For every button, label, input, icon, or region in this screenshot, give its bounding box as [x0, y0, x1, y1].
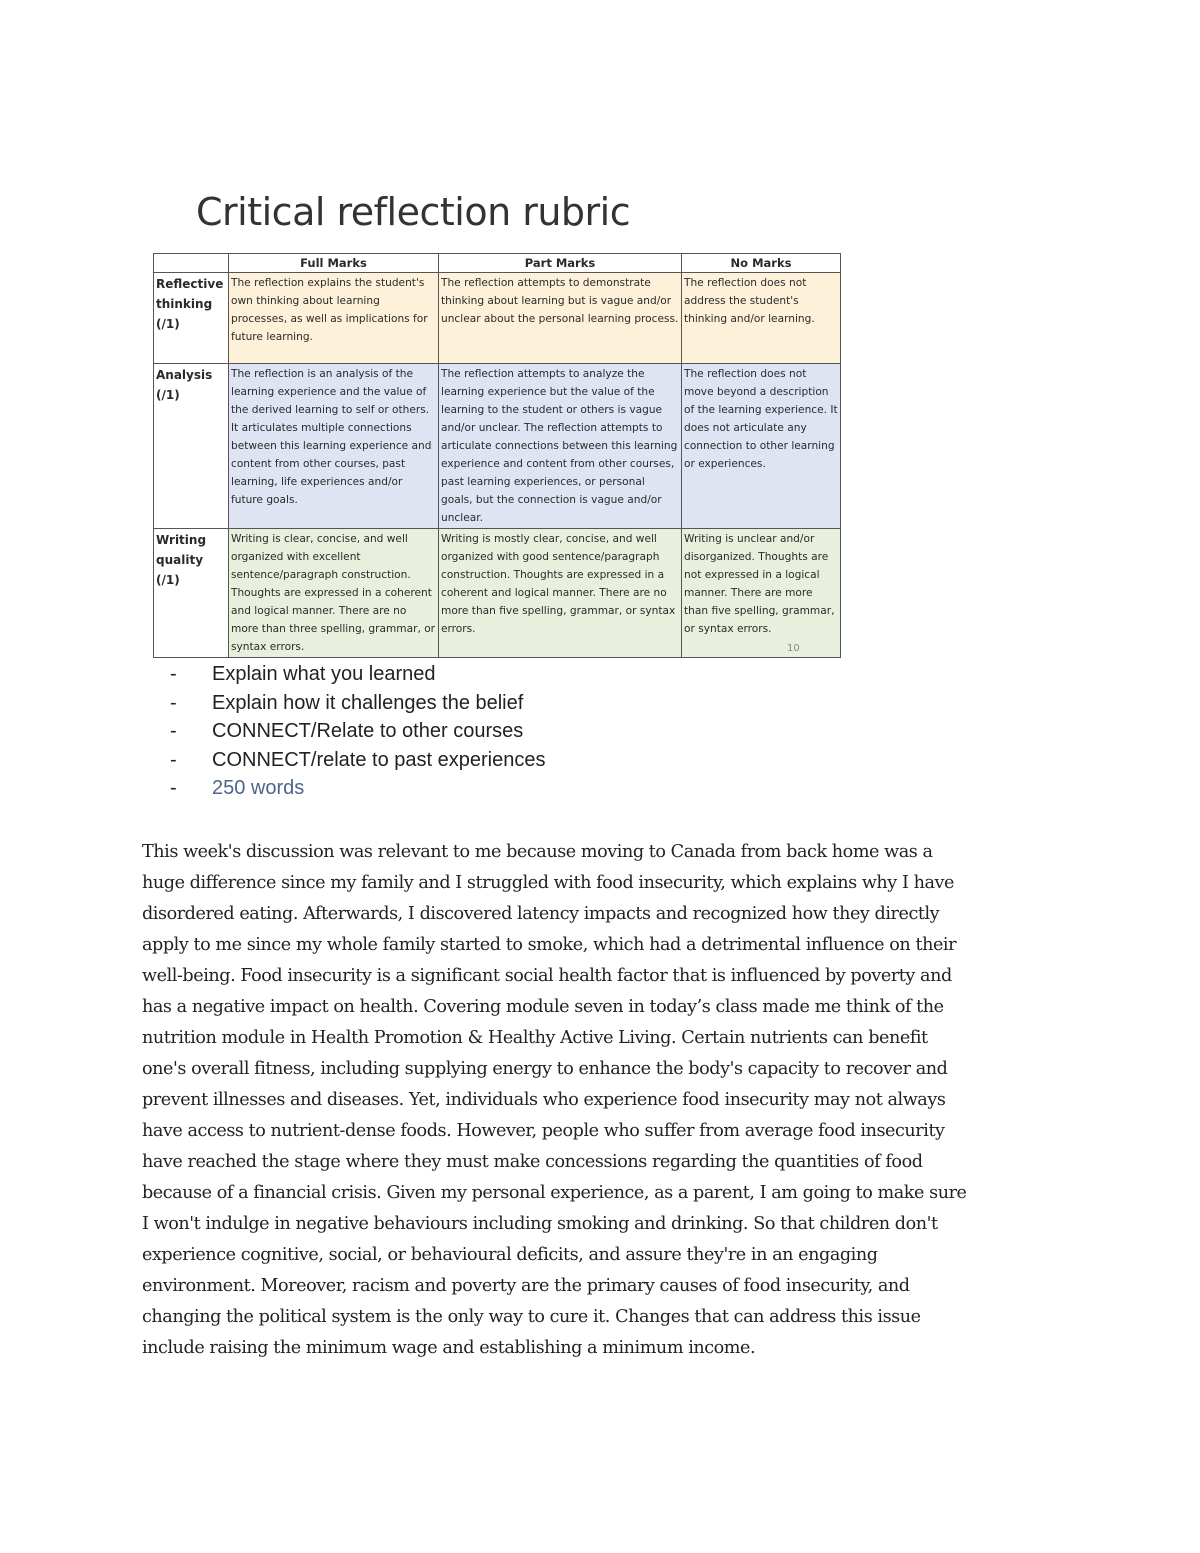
bullet-dash: -: [170, 720, 177, 742]
paragraph-line: nutrition module in Health Promotion & Healthy Active Living. Certain nutrients can benefit: [142, 1028, 928, 1048]
criterion-label: Writing: [156, 533, 207, 547]
rubric-table: [153, 253, 841, 658]
list-item: [170, 689, 545, 718]
reflection-paragraph: [142, 837, 1072, 1364]
word-count-text: 250 words: [212, 777, 305, 799]
list-item-text: Explain how it challenges the belief: [212, 691, 524, 714]
rubric-header-row: [154, 254, 841, 273]
rubric-row-analysis: [154, 364, 841, 529]
full-marks-cell: Writing is clear, concise, and well organized with excellent sentence/paragraph construction. Thoughts are expressed in a coherent and logical manner. There are no more than three spelling, grammar, or syntax errors.: [229, 529, 439, 658]
list-item: [170, 660, 545, 689]
instruction-list: [170, 660, 545, 803]
paragraph-line: I won't indulge in negative behaviours including smoking and drinking. So that children don't: [142, 1214, 938, 1234]
paragraph-line: has a negative impact on health. Covering module seven in today’s class made me think of the: [142, 997, 944, 1017]
bullet-dash: -: [170, 663, 177, 685]
rubric-title: Critical reflection rubric: [196, 190, 631, 234]
full-marks-cell: The reflection explains the student's own thinking about learning processes, as well as implications for future learning.: [229, 273, 439, 364]
paragraph-line: changing the political system is the only way to cure it. Changes that can address this issue: [142, 1307, 921, 1327]
criterion-label: thinking: [156, 297, 213, 311]
criterion-score: (/1): [156, 317, 180, 331]
no-marks-cell: The reflection does not address the student's thinking and/or learning.: [682, 273, 841, 364]
full-marks-cell: The reflection is an analysis of the learning experience and the value of the derived learning to self or others. It articulates multiple connections between this learning experience and content from other courses, past learning, life experiences and/or future goals.: [229, 364, 439, 529]
paragraph-line: have reached the stage where they must make concessions regarding the quantities of food: [142, 1152, 923, 1172]
part-marks-cell: Writing is mostly clear, concise, and well organized with good sentence/paragraph construction. Thoughts are expressed in a coherent and logical manner. There are no more than five spelling, grammar, or syntax errors.: [439, 529, 682, 658]
criterion-label: Analysis: [156, 368, 213, 382]
paragraph-line: one's overall fitness, including supplying energy to enhance the body's capacity to recover and: [142, 1059, 948, 1079]
rubric-header-blank: [154, 254, 229, 273]
list-item-word-count: [170, 774, 545, 803]
paragraph-line: because of a financial crisis. Given my personal experience, as a parent, I am going to make sure: [142, 1183, 967, 1203]
paragraph-line: include raising the minimum wage and establishing a minimum income.: [142, 1338, 756, 1358]
paragraph-line: huge difference since my family and I struggled with food insecurity, which explains why I have: [142, 873, 954, 893]
paragraph-line: experience cognitive, social, or behavioural deficits, and assure they're in an engaging: [142, 1245, 878, 1265]
paragraph-line: disordered eating. Afterwards, I discovered latency impacts and recognized how they directly: [142, 904, 940, 924]
bullet-dash: -: [170, 777, 177, 799]
list-item: [170, 746, 545, 775]
criterion-cell: [154, 364, 229, 529]
criterion-score: (/1): [156, 388, 180, 402]
bullet-dash: -: [170, 748, 177, 771]
criterion-label: quality: [156, 553, 204, 567]
paragraph-line: environment. Moreover, racism and poverty are the primary causes of food insecurity, and: [142, 1276, 910, 1296]
no-marks-cell: Writing is unclear and/or disorganized. Thoughts are not expressed in a logical manner. There are more than five spelling, grammar, or syntax errors.: [682, 529, 841, 658]
list-item-text: Explain what you learned: [212, 663, 436, 685]
no-marks-cell: The reflection does not move beyond a description of the learning experience. It does not articulate any connection to other learning or experiences.: [682, 364, 841, 529]
list-item-text: CONNECT/relate to past experiences: [212, 748, 546, 771]
slide-page-number: 10: [787, 643, 800, 654]
criterion-label: Reflective: [156, 277, 224, 291]
criterion-score: (/1): [156, 573, 180, 587]
rubric-row-writing-quality: [154, 529, 841, 658]
part-marks-cell: The reflection attempts to demonstrate thinking about learning but is vague and/or unclear about the personal learning process.: [439, 273, 682, 364]
paragraph-line: prevent illnesses and diseases. Yet, individuals who experience food insecurity may not always: [142, 1090, 946, 1110]
rubric-header-no-marks: No Marks: [682, 254, 841, 273]
paragraph-line: well-being. Food insecurity is a significant social health factor that is influenced by poverty and: [142, 966, 952, 986]
paragraph-line: This week's discussion was relevant to me because moving to Canada from back home was a: [142, 842, 933, 862]
rubric-header-full-marks: Full Marks: [229, 254, 439, 273]
rubric-header-part-marks: Part Marks: [439, 254, 682, 273]
list-item: [170, 717, 545, 746]
part-marks-cell: The reflection attempts to analyze the learning experience but the value of the learning to the student or others is vague and/or unclear. The reflection attempts to articulate connections between this learning experience and content from other courses, past learning experiences, or personal goals, but the connection is vague and/or unclear.: [439, 364, 682, 529]
list-item-text: CONNECT/Relate to other courses: [212, 720, 524, 742]
criterion-cell: [154, 273, 229, 364]
rubric-row-reflective-thinking: [154, 273, 841, 364]
paragraph-line: apply to me since my whole family started to smoke, which had a detrimental influence on their: [142, 935, 957, 955]
criterion-cell: [154, 529, 229, 658]
bullet-dash: -: [170, 691, 177, 714]
paragraph-line: have access to nutrient-dense foods. However, people who suffer from average food insecurity: [142, 1121, 945, 1141]
